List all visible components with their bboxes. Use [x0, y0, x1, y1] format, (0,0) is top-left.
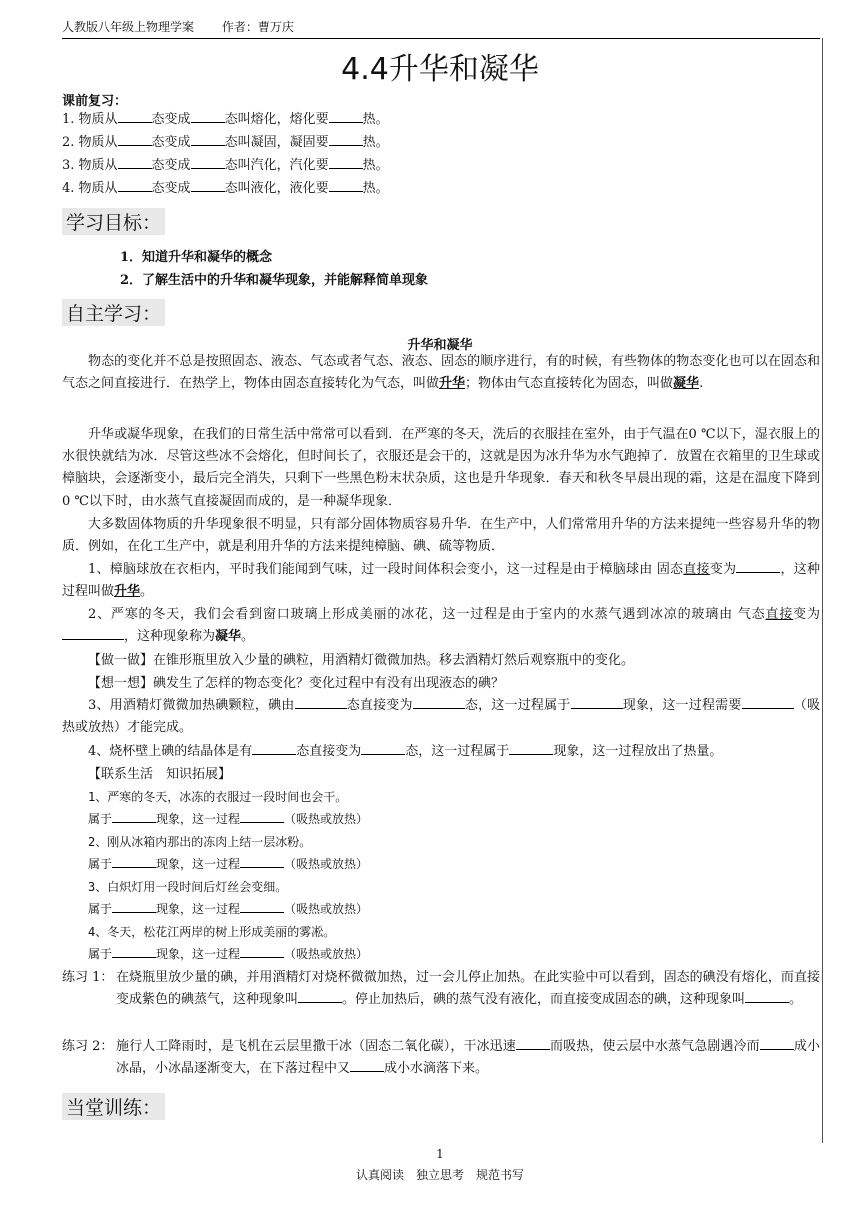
review-item: 1. 物质从 态变成 态叫熔化，熔化要 热。 — [62, 108, 389, 127]
review-label: 课前复习： — [62, 94, 128, 109]
activity-think: 【想一想】碘发生了怎样的物态变化？变化过程中有没有出现液态的碘？ — [88, 676, 505, 691]
life-fill: 属于 现象，这一过程 （吸热或放热） — [62, 853, 820, 875]
right-margin-rule — [822, 38, 823, 1143]
self-study-heading: 自主学习： — [62, 299, 165, 326]
life-fill: 属于 现象，这一过程 （吸热或放热） — [62, 943, 820, 965]
goal-item: 2．了解生活中的升华和凝华现象，并能解释简单现象 — [120, 273, 429, 288]
page-number: 1 — [436, 1147, 444, 1161]
question-2: 2、严寒的冬天，我们会看到窗口玻璃上形成美丽的冰花，这一过程是由于室内的水蒸气遇到冰凉的玻璃由 气态直接变为，这种现象称为凝华。 — [62, 604, 820, 648]
review-item: 3. 物质从 态变成 态叫汽化，汽化要 热。 — [62, 154, 389, 173]
practice-label: 练习 2： — [62, 1039, 114, 1054]
extend-heading: 【联系生活 知识拓展】 — [88, 767, 232, 782]
question-4: 4、烧杯壁上碘的结晶体是有 态直接变为 态，这一过程属于 现象，这一过程放出了热量。 — [62, 741, 820, 763]
paragraph-definition: 物态的变化并不总是按照固态、液态、气态或者气态、液态、固态的顺序进行，有的时候，有些物体的物态变化也可以在固态和气态之间直接进行．在热学上，物体由固态直接转化为气态，叫做升华；物体由气态直接转化为固态，叫做凝华. — [62, 354, 820, 392]
goal-item: 1．知道升华和凝华的概念 — [120, 250, 273, 265]
practice-2: 练习 2： 施行人工降雨时，是飞机在云层里撒干冰（固态二氧化碳），干冰迅速 而吸热，使云层中水蒸气急剧遇冷而 成小冰晶，小冰晶逐渐变大，在下落过程中又 成小水滴落下来。 — [62, 1036, 820, 1080]
life-item: 3、白炽灯用一段时间后灯丝会变细。 — [88, 880, 288, 894]
paragraph-examples: 升华或凝华现象，在我们的日常生活中常常可以看到．在严寒的冬天，洗后的衣服挂在室外，由于气温在0 ℃以下，湿衣服上的水很快就结为冰．尽管这些冰不会熔化，但时间长了，衣服还是会干的，这就是因为冰升华为水气跑掉了．放置在衣箱里的卫生球或樟脑块，会逐渐变小，最后完全消失，只剩下一些黑色粉末状杂质，这也是升华现象．春天和秋冬早晨出现的霜，这是在温度下降到0 ℃以下时，由水蒸气直接凝固而成的，是一种凝华现象． — [62, 427, 820, 509]
review-item: 2. 物质从 态变成 态叫凝固，凝固要 热。 — [62, 131, 389, 150]
training-heading: 当堂训练： — [62, 1093, 165, 1120]
book-title: 人教版八年级上物理学案 — [62, 20, 195, 34]
paragraph-application: 大多数固体物质的升华现象很不明显，只有部分固体物质容易升华．在生产中，人们常常用升华的方法来提纯一些容易升华的物质．例如，在化工生产中，就是利用升华的方法来提纯樟脑、碘、硫等物质． — [62, 517, 820, 555]
question-1: 1、樟脑球放在衣柜内，平时我们能闻到气味，过一段时间体积会变小，这一过程是由于樟脑球由 固态直接变为 ，这种过程叫做升华。 — [62, 559, 820, 603]
review-item: 4. 物质从 态变成 态叫液化，液化要 热。 — [62, 177, 389, 196]
footer-motto: 认真阅读 独立思考 规范书写 — [355, 1168, 524, 1182]
practice-1: 练习 1： 在烧瓶里放少量的碘，并用酒精灯对烧杯微微加热，过一会儿停止加热。在此实验中可以看到，固态的碘没有熔化，而直接变成紫色的碘蒸气，这种现象叫 。停止加热后，碘的蒸气没有液化，而直接变成固态的碘，这种现象叫 。 — [62, 967, 820, 1011]
life-fill: 属于 现象，这一过程 （吸热或放热） — [62, 898, 820, 920]
life-item: 4、冬天，松花江两岸的树上形成美丽的雾凇。 — [88, 925, 336, 939]
page-header — [62, 18, 820, 39]
question-3: 3、用酒精灯微微加热碘颗粒，碘由 态直接变为 态，这一过程属于 现象，这一过程需要 （吸热或放热）才能完成。 — [62, 695, 820, 739]
activity-do: 【做一做】在锥形瓶里放入少量的碘粒，用酒精灯微微加热。移去酒精灯然后观察瓶中的变化。 — [88, 653, 635, 668]
author: 作者：曹万庆 — [221, 20, 294, 34]
self-study-subtitle: 升华和凝华 — [407, 338, 473, 353]
practice-label: 练习 1： — [62, 970, 114, 985]
life-fill: 属于 现象，这一过程 （吸热或放热） — [62, 808, 820, 830]
page-title: 4.4升华和凝华 — [341, 52, 539, 87]
goals-heading: 学习目标： — [62, 208, 165, 235]
life-item: 1、严寒的冬天，冰冻的衣服过一段时间也会干。 — [88, 790, 348, 804]
life-item: 2、刚从冰箱内那出的冻肉上结一层冰粉。 — [88, 835, 312, 849]
